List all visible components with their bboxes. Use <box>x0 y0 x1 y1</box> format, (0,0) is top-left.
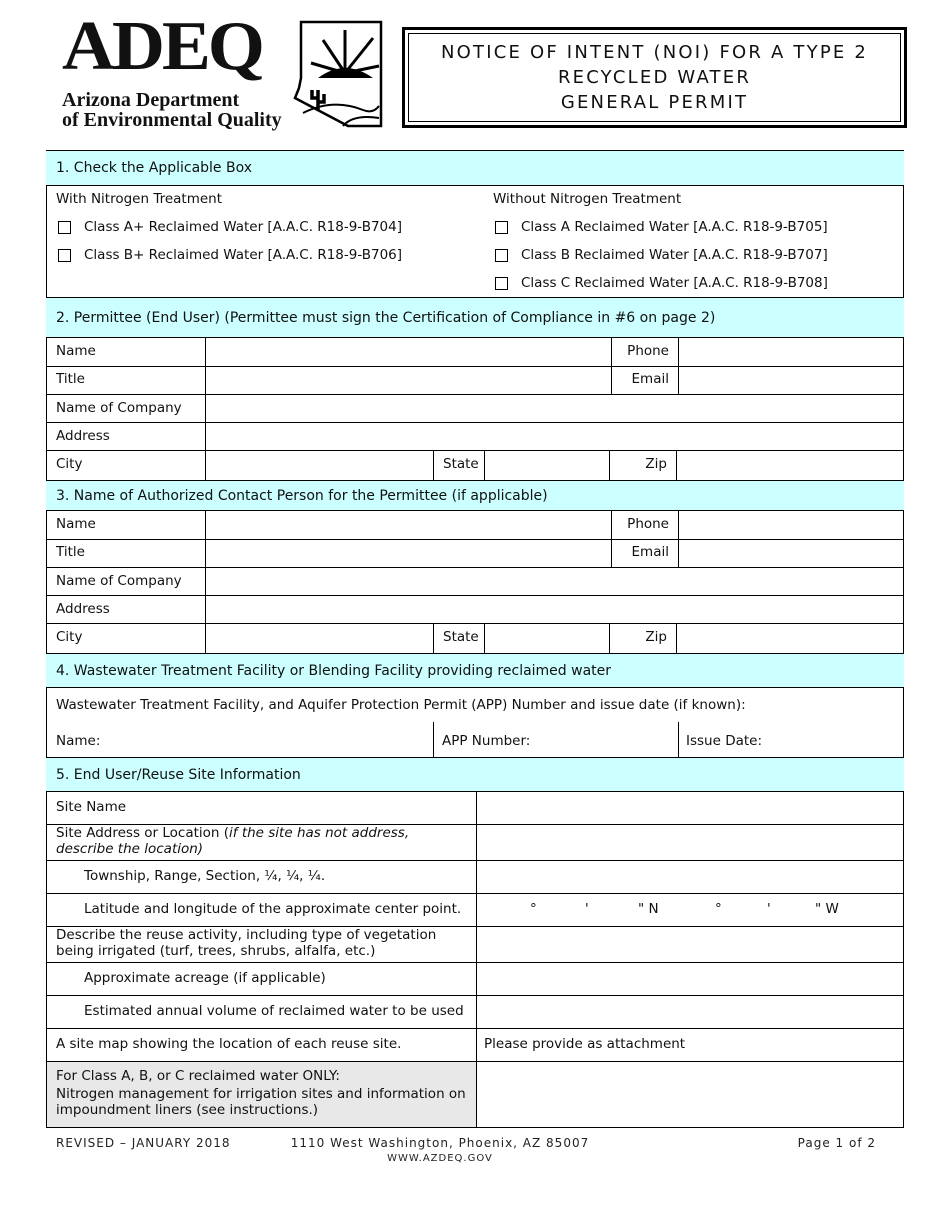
permittee-company-label: Name of Company <box>56 400 182 416</box>
reuse-activity-field[interactable] <box>477 926 904 962</box>
permittee-phone-label: Phone <box>627 343 669 359</box>
contact-name-field[interactable] <box>206 511 611 539</box>
class-a-checkbox[interactable] <box>495 221 508 234</box>
app-number-label: APP Number: <box>442 733 531 749</box>
permittee-state-field[interactable] <box>485 450 609 480</box>
section-1-heading: 1. Check the Applicable Box <box>46 150 904 186</box>
contact-address-field[interactable] <box>206 595 904 623</box>
lat-second-north: " N <box>638 901 659 917</box>
permittee-zip-field[interactable] <box>677 450 904 480</box>
contact-company-field[interactable] <box>206 567 904 595</box>
township-field[interactable] <box>477 860 904 893</box>
nitrogen-management-field[interactable] <box>477 1061 904 1127</box>
logo-wordmark: ADEQ <box>62 8 262 85</box>
permittee-company-field[interactable] <box>206 394 904 422</box>
site-address-field[interactable] <box>477 824 904 860</box>
section-5-heading: 5. End User/Reuse Site Information <box>46 757 904 792</box>
contact-city-field[interactable] <box>206 623 433 653</box>
permittee-city-label: City <box>56 456 83 472</box>
with-nitrogen-label: With Nitrogen Treatment <box>56 191 223 207</box>
app-number-field[interactable] <box>530 722 678 757</box>
form-title-line-3: GENERAL PERMIT <box>560 92 749 113</box>
contact-address-label: Address <box>56 601 110 617</box>
permittee-state-label: State <box>443 456 479 472</box>
contact-state-field[interactable] <box>485 623 609 653</box>
section-2-heading: 2. Permittee (End User) (Permittee must sign the Certification of Compliance in #6 on page 2) <box>46 297 904 338</box>
without-nitrogen-label: Without Nitrogen Treatment <box>493 191 682 207</box>
volume-label: Estimated annual volume of reclaimed water to be used <box>84 1003 464 1019</box>
class-b-plus-label: Class B+ Reclaimed Water [A.A.C. R18-9-B706] <box>84 247 403 263</box>
reuse-activity-label: Describe the reuse activity, including type of vegetation being irrigated (turf, trees, shrubs, alfalfa, etc.) <box>56 927 437 959</box>
agency-address: 1110 West Washington, Phoenix, AZ 85007 <box>290 1136 590 1150</box>
agency-website[interactable]: WWW.AZDEQ.GOV <box>387 1153 493 1164</box>
site-name-label: Site Name <box>56 799 127 815</box>
permittee-title-label: Title <box>56 371 85 387</box>
contact-zip-label: Zip <box>645 629 667 645</box>
facility-name-field[interactable] <box>100 722 433 757</box>
township-label: Township, Range, Section, ¼, ¼, ¼. <box>84 868 326 884</box>
permittee-address-label: Address <box>56 428 110 444</box>
permittee-address-field[interactable] <box>206 422 904 450</box>
class-b-label: Class B Reclaimed Water [A.A.C. R18-9-B707] <box>521 247 828 263</box>
contact-company-label: Name of Company <box>56 573 182 589</box>
class-abc-only-label: For Class A, B, or C reclaimed water ONLY: <box>56 1068 340 1084</box>
revised-date: REVISED – JANUARY 2018 <box>56 1136 231 1150</box>
site-address-label: Site Address or Location (if the site has not address, describe the location) <box>56 825 410 857</box>
issue-date-field[interactable] <box>760 722 904 757</box>
class-a-label: Class A Reclaimed Water [A.A.C. R18-9-B705] <box>521 219 828 235</box>
form-title-line-1: NOTICE OF INTENT (NOI) FOR A TYPE 2 <box>440 42 869 63</box>
section-4-heading: 4. Wastewater Treatment Facility or Blending Facility providing reclaimed water <box>46 653 904 688</box>
contact-zip-field[interactable] <box>677 623 904 653</box>
long-minute-mark: ' <box>767 901 771 917</box>
permittee-name-label: Name <box>56 343 96 359</box>
permittee-email-label: Email <box>631 371 669 387</box>
logo-line-2: of Environmental Quality <box>62 109 282 131</box>
issue-date-label: Issue Date: <box>686 733 763 749</box>
lat-minute-mark: ' <box>585 901 589 917</box>
site-name-field[interactable] <box>477 792 904 824</box>
contact-city-label: City <box>56 629 83 645</box>
facility-instruction: Wastewater Treatment Facility, and Aquifer Protection Permit (APP) Number and issue date (if known): <box>56 697 746 713</box>
class-b-checkbox[interactable] <box>495 249 508 262</box>
permittee-name-field[interactable] <box>206 338 611 366</box>
contact-title-field[interactable] <box>206 539 611 567</box>
site-map-label: A site map showing the location of each reuse site. <box>56 1036 402 1052</box>
permittee-phone-field[interactable] <box>679 338 904 366</box>
facility-name-label: Name: <box>56 733 101 749</box>
form-title-box <box>402 27 907 128</box>
contact-email-label: Email <box>631 544 669 560</box>
nitrogen-management-label: Nitrogen management for irrigation sites and information on impoundment liners (see instructions.) <box>56 1086 466 1118</box>
contact-name-label: Name <box>56 516 96 532</box>
logo-line-1: Arizona Department <box>62 89 240 111</box>
class-a-plus-label: Class A+ Reclaimed Water [A.A.C. R18-9-B704] <box>84 219 402 235</box>
arizona-state-icon <box>293 18 385 130</box>
contact-email-field[interactable] <box>679 539 904 567</box>
long-second-west: " W <box>815 901 839 917</box>
contact-state-label: State <box>443 629 479 645</box>
site-map-value: Please provide as attachment <box>484 1036 686 1052</box>
long-degree-mark: ° <box>715 901 722 917</box>
permittee-title-field[interactable] <box>206 366 611 394</box>
class-a-plus-checkbox[interactable] <box>58 221 71 234</box>
lat-degree-mark: ° <box>530 901 537 917</box>
form-title-line-2: RECYCLED WATER <box>557 67 752 88</box>
permittee-city-field[interactable] <box>206 450 433 480</box>
volume-field[interactable] <box>477 995 904 1028</box>
acreage-label: Approximate acreage (if applicable) <box>84 970 326 986</box>
acreage-field[interactable] <box>477 962 904 995</box>
latlong-label: Latitude and longitude of the approximate center point. <box>84 901 462 917</box>
class-c-checkbox[interactable] <box>495 277 508 290</box>
class-c-label: Class C Reclaimed Water [A.A.C. R18-9-B708] <box>521 275 828 291</box>
contact-phone-label: Phone <box>627 516 669 532</box>
section-3-heading: 3. Name of Authorized Contact Person for the Permittee (if applicable) <box>46 480 904 511</box>
page-number: Page 1 of 2 <box>797 1136 876 1150</box>
permittee-zip-label: Zip <box>645 456 667 472</box>
class-b-plus-checkbox[interactable] <box>58 249 71 262</box>
contact-phone-field[interactable] <box>679 511 904 539</box>
permittee-email-field[interactable] <box>679 366 904 394</box>
contact-title-label: Title <box>56 544 85 560</box>
